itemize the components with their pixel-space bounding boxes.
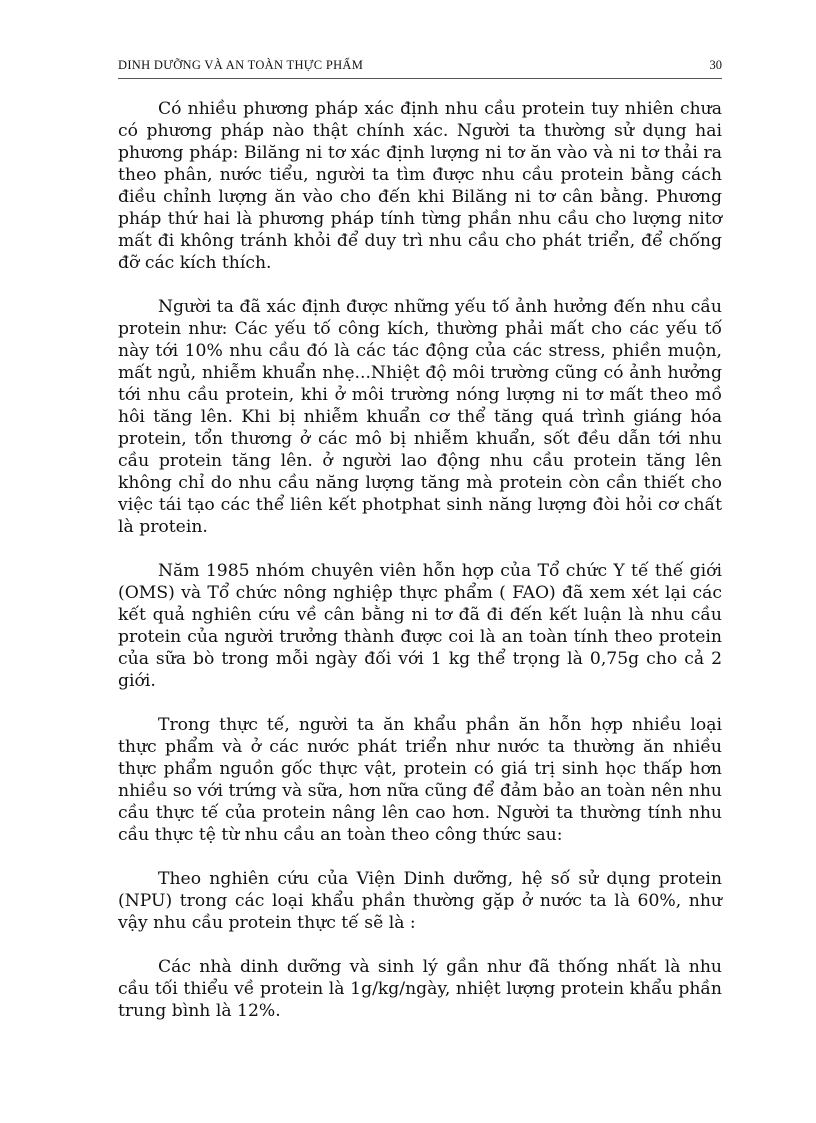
- paragraph-who-fao-1985: Năm 1985 nhóm chuyên viên hỗn hợp của Tổ chức Y tế thế giới (OMS) và Tổ chức nông nghiệp thực phẩm ( FAO) đã xem xét lại các kết quả nghiên cứu về cân bằng ni tơ đã đi đến kết luận là nhu cầu protein của người trưởng thành được coi là an toàn tính theo protein của sữa bò trong mỗi ngày đối với 1 kg thể trọng là 0,75g cho cả 2 giới.: [118, 561, 722, 691]
- paragraph-npu: Theo nghiên cứu của Viện Dinh dưỡng, hệ số sử dụng protein (NPU) trong các loại khẩu phần thường gặp ở nước ta là 60%, như vậy nhu cầu protein thực tế sẽ là :: [118, 869, 722, 933]
- paragraph-minimum-requirement: Các nhà dinh dưỡng và sinh lý gần như đã thống nhất là nhu cầu tối thiểu về protein là 1g/kg/ngày, nhiệt lượng protein khẩu phần trung bình là 12%.: [118, 957, 722, 1021]
- paragraph-protein-methods: Có nhiều phương pháp xác định nhu cầu protein tuy nhiên chưa có phương pháp nào thật chính xác. Người ta thường sử dụng hai phương pháp: Bilăng ni tơ xác định lượng ni tơ ăn vào và ni tơ thải ra theo phân, nước tiểu, người ta tìm được nhu cầu protein bằng cách điều chỉnh lượng ăn vào cho đến khi Bilăng ni tơ cân bằng. Phương pháp thứ hai là phương pháp tính từng phần nhu cầu cho lượng nitơ mất đi không tránh khỏi để duy trì nhu cầu cho phát triển, để chống đỡ các kích thích.: [118, 99, 722, 273]
- running-title: DINH DƯỠNG VÀ AN TOÀN THỰC PHẨM: [118, 58, 364, 72]
- paragraph-real-diet: Trong thực tế, người ta ăn khẩu phần ăn hỗn hợp nhiều loại thực phẩm và ở các nước phát triển như nước ta thường ăn nhiều thực phẩm nguồn gốc thực vật, protein có giá trị sinh học thấp hơn nhiều so với trứng và sữa, hơn nữa cũng để đảm bảo an toàn nên nhu cầu thực tế của protein nâng lên cao hơn. Người ta thường tính nhu cầu thực tệ từ nhu cầu an toàn theo công thức sau:: [118, 715, 722, 845]
- page-header: [118, 56, 722, 79]
- body-text: [118, 98, 722, 1044]
- paragraph-influencing-factors: Người ta đã xác định được những yếu tố ảnh hưởng đến nhu cầu protein như: Các yếu tố công kích, thường phải mất cho các yếu tố này tới 10% nhu cầu đó là các tác động của các stress, phiền muộn, mất ngủ, nhiễm khuẩn nhẹ...Nhiệt độ môi trường cũng có ảnh hưởng tới nhu cầu protein, khi ở môi trường nóng lượng ni tơ mất theo mồ hôi tăng lên. Khi bị nhiễm khuẩn cơ thể tăng quá trình giáng hóa protein, tổn thương ở các mô bị nhiễm khuẩn, sốt đều dẫn tới nhu cầu protein tăng lên. ở người lao động nhu cầu protein tăng lên không chỉ do nhu cầu năng lượng tăng mà protein còn cần thiết cho việc tái tạo các thể liên kết photphat sinh năng lượng đòi hỏi cơ chất là protein.: [118, 297, 722, 537]
- page-number: 30: [709, 58, 722, 72]
